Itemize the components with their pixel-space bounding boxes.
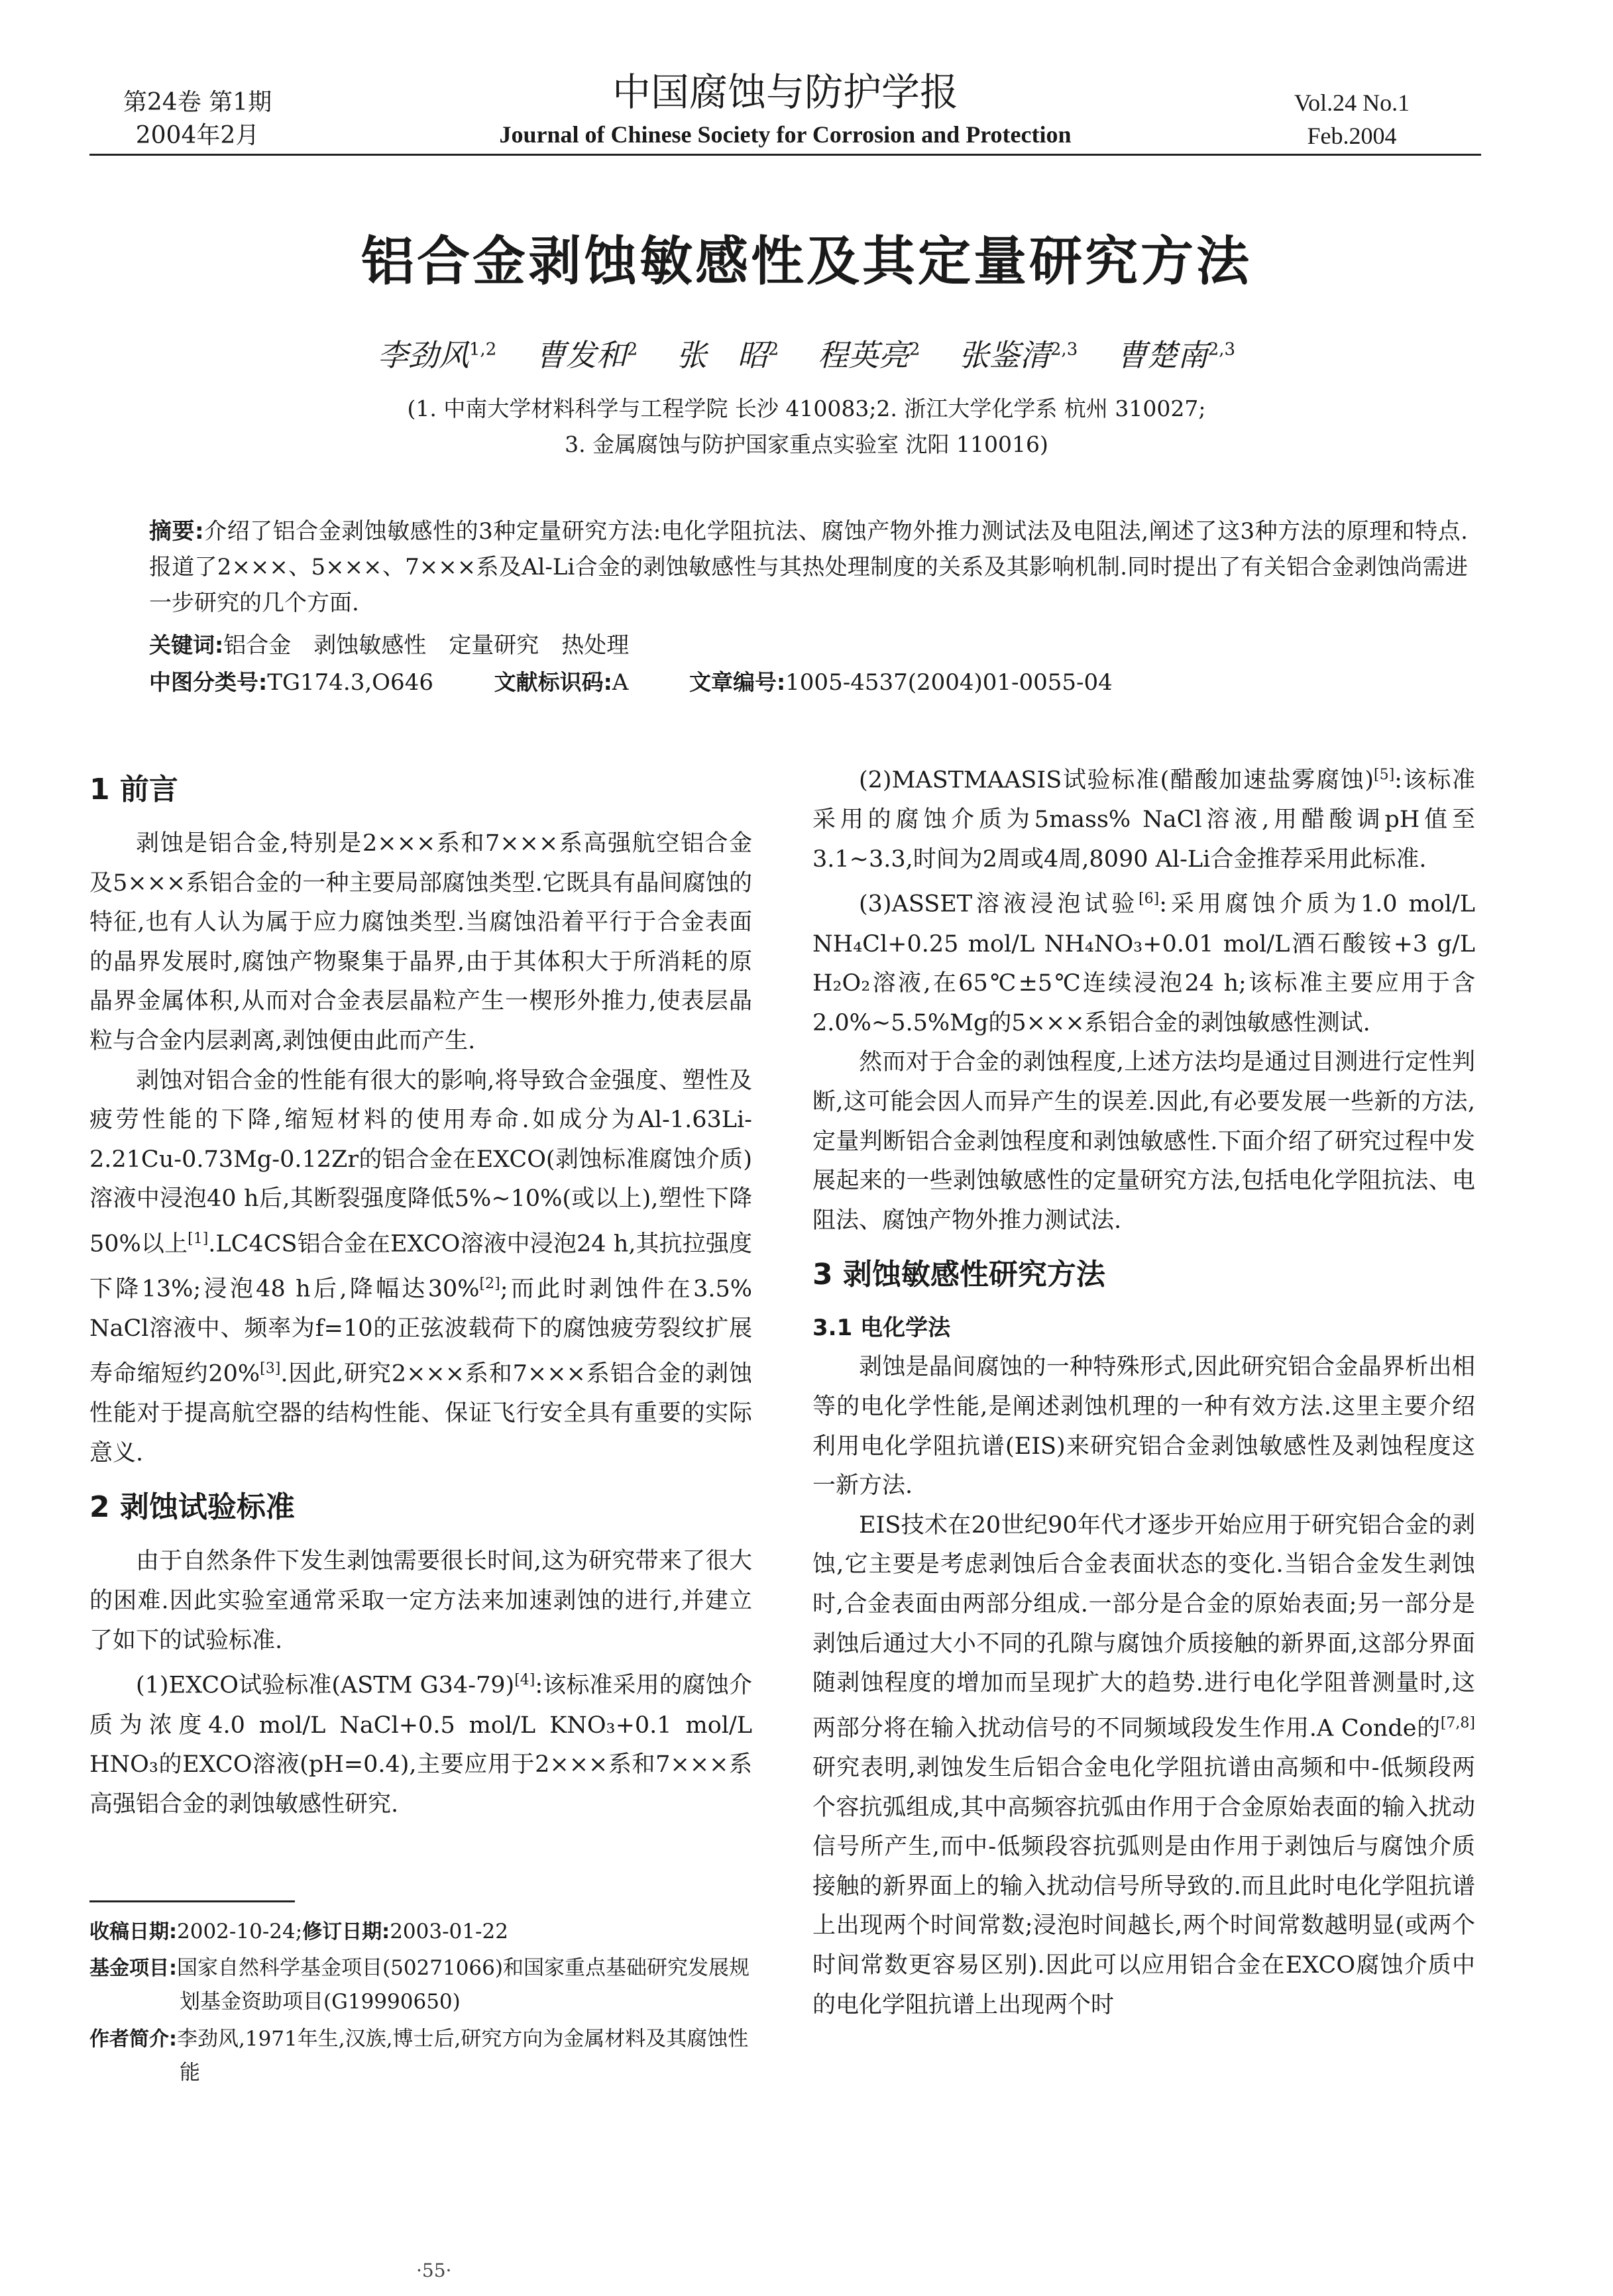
- citation: [7,8]: [1440, 1714, 1475, 1731]
- journal-name-en: Journal of Chinese Society for Corrosion and Protection: [499, 121, 1072, 148]
- paragraph: 由于自然条件下发生剥蚀需要很长时间,这为研究带来了很大的困难.因此实验室通常采取一定方法来加速剥蚀的进行,并建立了如下的试验标准.: [89, 1548, 752, 1654]
- doc-code-label: 文献标识码:: [494, 669, 612, 695]
- received-value: 2002-10-24;: [177, 1920, 303, 1943]
- right-column: [812, 755, 1475, 2025]
- paragraph: EIS技术在20世纪90年代才逐步开始应用于研究铝合金的剥蚀,它主要是考虑剥蚀后合金表面状态的变化.当铝合金发生剥蚀时,合金表面由两部分组成.一部分是合金的原始表面;另一部分是剥蚀后通过大小不同的孔隙与腐蚀介质接触的新界面,这部分界面随剥蚀程度的增加而呈现扩大的趋势.进行电化学阻普测量时,这两部分将在输入扰动信号的不同频域段发生作用.A Conde的[7,8]研究表明,剥蚀发生后铝合金电化学阻抗谱由高频和中-低频段两个容抗弧组成,其中高频容抗弧由作用于合金原始表面的输入扰动信号所产生,而中-低频段容抗弧则是由作用于剥蚀后与腐蚀介质接触的新界面上的输入扰动信号所导致的.而且此时电化学阻抗谱上出现两个时间常数;浸泡时间越长,两个时间常数越明显(或两个时间常数更容易区别).因此可以应用铝合金在EXCO腐蚀介质中的电化学阻抗谱上出现两个时: [812, 1511, 1475, 2018]
- revised-label: 修订日期:: [302, 1920, 390, 1943]
- clc-value: TG174.3,O646: [267, 669, 433, 696]
- citation: [5]: [1374, 767, 1395, 783]
- journal-name-cn: 中国腐蚀与防护学报: [612, 70, 958, 115]
- author: 张鉴清$^{2,3}$: [958, 337, 1078, 373]
- date-en: Feb.2004: [1307, 123, 1397, 149]
- classification: [149, 665, 1468, 700]
- revised-value: 2003-01-22: [390, 1920, 508, 1943]
- header-volume-en: [1246, 86, 1458, 152]
- received-label: 收稿日期:: [89, 1920, 177, 1943]
- footnote-rule: [89, 1900, 295, 1902]
- article-number-label: 文章编号:: [689, 669, 786, 695]
- volume-issue: 第24卷 第1期: [123, 89, 272, 116]
- doc-code-value: A: [612, 669, 629, 696]
- paragraph: (3)ASSET溶液浸泡试验[6]:采用腐蚀介质为1.0 mol/L NH₄Cl+0.25 mol/L NH₄NO₃+0.01 mol/L酒石酸铵+3 g/L H₂O₂溶液,在65℃±5℃连续浸泡24 h;该标准主要应用于含2.0%~5.5%Mg的5×××系铝合金的剥蚀敏感性测试.: [812, 891, 1475, 1036]
- issue-date: 2004年2月: [135, 122, 260, 149]
- paper-title: 铝合金剥蚀敏感性及其定量研究方法: [361, 231, 1252, 292]
- author: 张 昭$^2$: [676, 337, 779, 373]
- author: 程英亮$^2$: [817, 337, 920, 373]
- keywords-text: 铝合金 剥蚀敏感性 定量研究 热处理: [223, 632, 630, 659]
- received-dates: [89, 1915, 759, 1949]
- volume-en: Vol.24 No.1: [1294, 89, 1410, 116]
- section-heading: 2 剥蚀试验标准: [89, 1490, 295, 1525]
- keywords: [149, 628, 629, 663]
- author-bio: [89, 2022, 759, 2089]
- header-issue: [91, 86, 304, 152]
- abstract-text: 介绍了铝合金剥蚀敏感性的3种定量研究方法:电化学阻抗法、腐蚀产物外推力测试法及电阻法,阐述了这3种方法的原理和特点.报道了2×××、5×××、7×××系及Al-Li合金的剥蚀敏感性与其热处理制度的关系及其影响机制.同时提出了有关铝合金剥蚀尚需进一步研究的几个方面.: [149, 518, 1468, 616]
- citation: [3]: [260, 1360, 281, 1378]
- author: 李劲风$^{1,2}$: [377, 337, 497, 373]
- paragraph: 剥蚀是铝合金,特别是2×××系和7×××系高强航空铝合金及5×××系铝合金的一种主要局部腐蚀类型.它既具有晶间腐蚀的特征,也有人认为属于应力腐蚀类型.当腐蚀沿着平行于合金表面的晶界发展时,腐蚀产物聚集于晶界,由于其体积大于所消耗的原晶界金属体积,从而对合金表层晶粒产生一楔形外推力,使表层晶粒与合金内层剥离,剥蚀便由此而产生.: [89, 830, 752, 1054]
- author-list: [0, 331, 1613, 375]
- abstract: [149, 514, 1468, 621]
- page-number: ·55·: [416, 2260, 452, 2281]
- article-number-value: 1005-4537(2004)01-0055-04: [785, 669, 1113, 696]
- funding-label: 基金项目:: [89, 1957, 177, 1980]
- section-heading: 3 剥蚀敏感性研究方法: [812, 1258, 1105, 1292]
- abstract-label: 摘要:: [149, 518, 204, 545]
- header-rule: [89, 154, 1481, 156]
- author: 曹发和$^2$: [535, 337, 638, 373]
- subsection-heading: 3.1 电化学法: [812, 1315, 951, 1342]
- bio-text: 李劲风,1971年生,汉族,博士后,研究方向为金属材料及其腐蚀性能: [177, 2027, 749, 2085]
- paragraph: 剥蚀对铝合金的性能有很大的影响,将导致合金强度、塑性及疲劳性能的下降,缩短材料的使用寿命.如成分为Al-1.63Li-2.21Cu-0.73Mg-0.12Zr的铝合金在EXCO(剥蚀标准腐蚀介质)溶液中浸泡40 h后,其断裂强度降低5%~10%(或以上),塑性下降50%以上[1].LC4CS铝合金在EXCO溶液中浸泡24 h,其抗拉强度下降13%;浸泡48 h后,降幅达30%[2];而此时剥蚀件在3.5% NaCl溶液中、频率为f=10的正弦波载荷下的腐蚀疲劳裂纹扩展寿命缩短约20%[3].因此,研究2×××系和7×××系铝合金的剥蚀性能对于提高航空器的结构性能、保证飞行安全具有重要的实际意义.: [89, 1067, 753, 1466]
- paragraph: (2)MASTMAASIS试验标准(醋酸加速盐雾腐蚀)[5]:该标准采用的腐蚀介质为5mass% NaCl溶液,用醋酸调pH值至3.1~3.3,时间为2周或4周,8090 Al-Li合金推荐采用此标准.: [812, 767, 1475, 873]
- paragraph: (1)EXCO试验标准(ASTM G34-79)[4]:该标准采用的腐蚀介质为浓度4.0 mol/L NaCl+0.5 mol/L KNO₃+0.1 mol/L HNO₃的EXCO溶液(pH=0.4),主要应用于2×××系和7×××系高强铝合金的剥蚀敏感性研究.: [89, 1672, 752, 1818]
- funding: [89, 1951, 759, 2018]
- citation: [2]: [479, 1276, 500, 1293]
- keywords-label: 关键词:: [149, 632, 224, 658]
- author: 曹楚南$^{2,3}$: [1116, 337, 1236, 373]
- section-heading: 1 前言: [89, 773, 178, 806]
- clc-label: 中图分类号:: [149, 669, 268, 695]
- paragraph: 剥蚀是晶间腐蚀的一种特殊形式,因此研究铝合金晶界析出相等的电化学性能,是阐述剥蚀机理的一种有效方法.这里主要介绍利用电化学阻抗谱(EIS)来研究铝合金剥蚀敏感性及剥蚀程度这一新方法.: [812, 1354, 1475, 1500]
- bio-label: 作者简介:: [89, 2028, 177, 2051]
- citation: [4]: [514, 1672, 535, 1689]
- journal-masthead: [371, 66, 1199, 151]
- affiliation-line: (1. 中南大学材料科学与工程学院 长沙 410083;2. 浙江大学化学系 杭州 310027;: [407, 396, 1206, 421]
- funding-text: 国家自然科学基金项目(50271066)和国家重点基础研究发展规划基金资助项目(G19990650): [177, 1956, 750, 2014]
- citation: [1]: [188, 1230, 209, 1247]
- paragraph: 然而对于合金的剥蚀程度,上述方法均是通过目测进行定性判断,这可能会因人而异产生的误差.因此,有必要发展一些新的方法,定量判断铝合金剥蚀程度和剥蚀敏感性.下面介绍了研究过程中发展起来的一些剥蚀敏感性的定量研究方法,包括电化学阻抗法、电阻法、腐蚀产物外推力测试法.: [812, 1049, 1475, 1234]
- affiliation-line: 3. 金属腐蚀与防护国家重点实验室 沈阳 110016): [565, 431, 1048, 457]
- left-column: [89, 755, 752, 1824]
- citation: [6]: [1139, 891, 1160, 908]
